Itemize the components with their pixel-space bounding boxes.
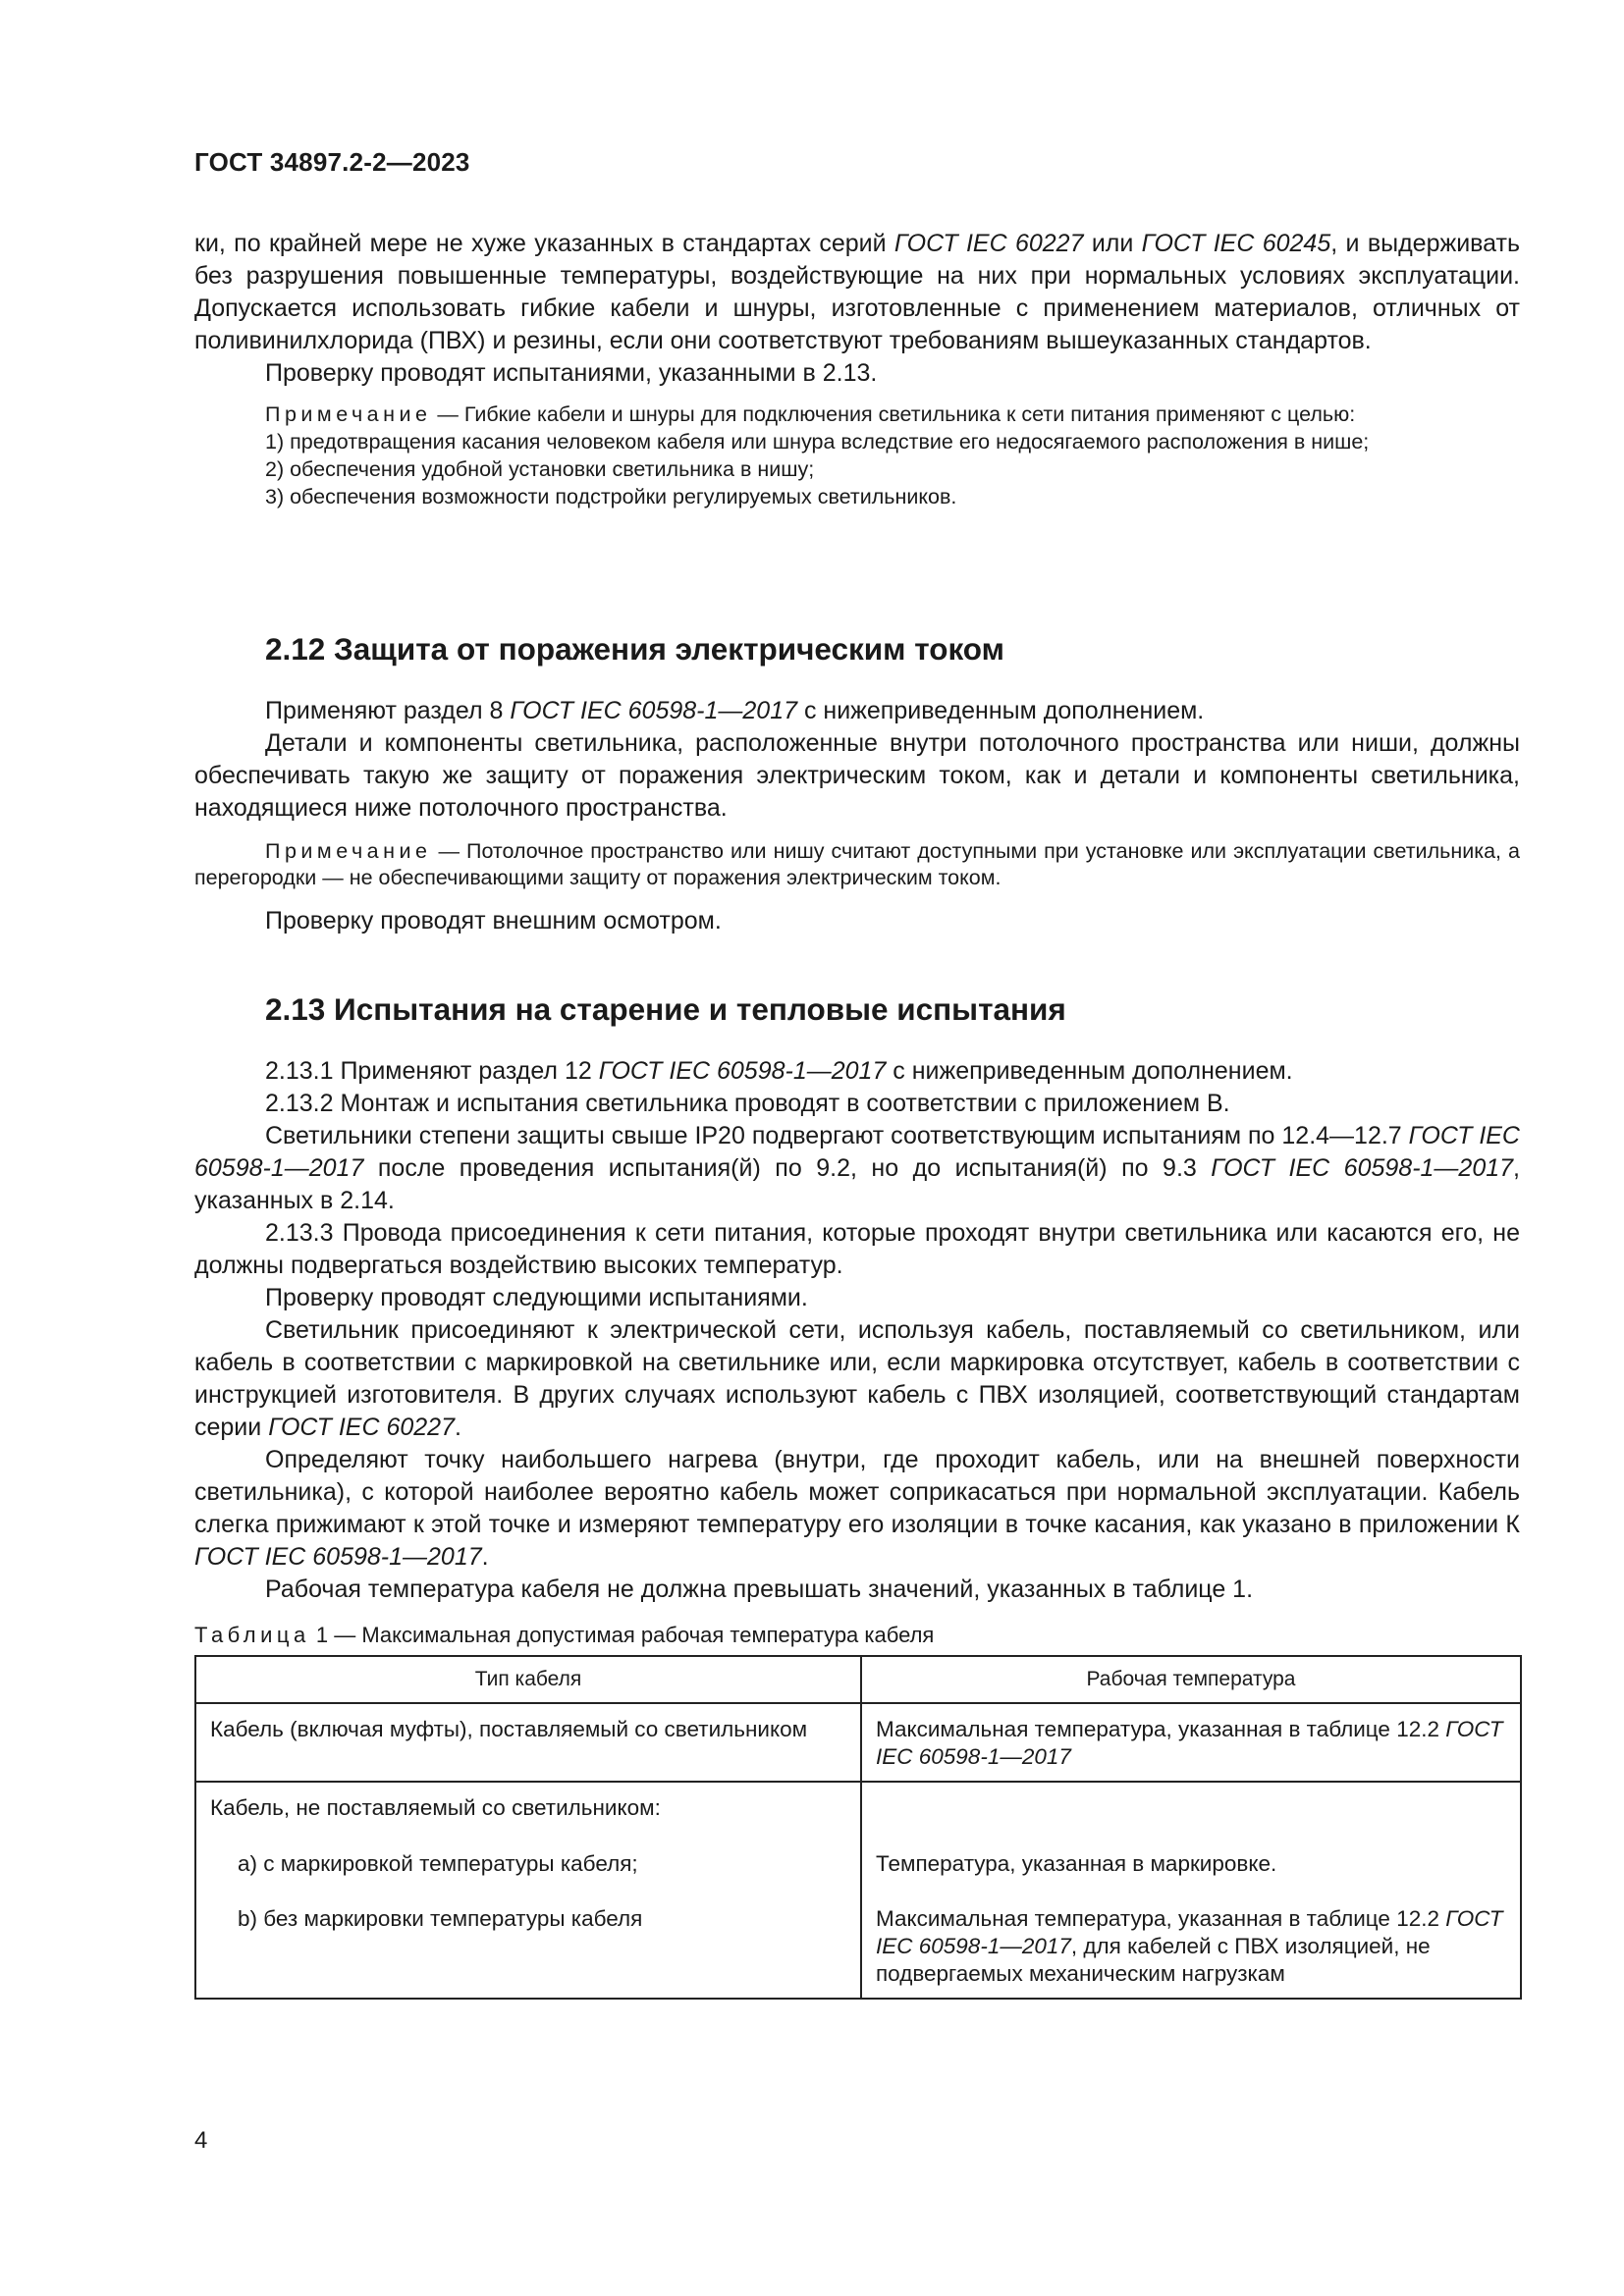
paragraph: Светильники степени защиты свыше IP20 подвергают соответствующим испытаниям по 12.4—12.7 ГОСТ IEC 60598-1—2017 после проведения испытания(й) по 9.2, но до испытания(й) по 9.3 ГОСТ IEC 60598-1—2017, указанных в 2.14. (194, 1122, 1520, 1214)
section-2-12 (194, 633, 1520, 937)
table-row (195, 1782, 1521, 1999)
cell-subitem: b) без маркировки температуры кабеля (238, 1906, 643, 1931)
table-header-row (195, 1656, 1521, 1703)
standard-ref: ГОСТ IEC 60598-1—2017 (194, 1122, 1520, 1182)
note-flexible-cables: Примечание — Гибкие кабели и шнуры для подключения светильника к сети питания применяют с целью: (265, 402, 1356, 426)
table-row (195, 1703, 1521, 1782)
standard-ref: ГОСТ IEC 60245 (1141, 230, 1331, 257)
standard-ref: ГОСТ IEC 60598-1—2017 (1211, 1154, 1514, 1182)
table-cell (861, 1782, 1521, 1999)
note-list-item: 2) обеспечения удобной установки светильника в нишу; (265, 457, 815, 481)
standard-ref: ГОСТ IEC 60598-1—2017 (510, 697, 797, 724)
note-label: Примечание (265, 839, 432, 863)
paragraph: 2.13.2 Монтаж и испытания светильника проводят в соответствии с приложением В. (265, 1090, 1230, 1117)
table-cell (195, 1782, 861, 1999)
paragraph: 2.13.1 Применяют раздел 12 ГОСТ IEC 60598-1—2017 с нижеприведенным дополнением. (265, 1057, 1293, 1085)
paragraph: Проверку проводят следующими испытаниями. (265, 1284, 808, 1311)
column-header: Тип кабеля (195, 1656, 861, 1703)
table-cell: Кабель (включая муфты), поставляемый со светильником (195, 1703, 861, 1782)
cell-subitem: a) с маркировкой температуры кабеля; (238, 1851, 638, 1876)
paragraph: Детали и компоненты светильника, расположенные внутри потолочного пространства или ниши, должны обеспечивать такую же защиту от поражения электрическим током, как и детали и компоненты светильника, находящиеся ниже потолочного пространства. (194, 729, 1520, 822)
section-heading: 2.13 Испытания на старение и тепловые испытания (265, 991, 1066, 1027)
paragraph-flexible-cables: ки, по крайней мере не хуже указанных в стандартах серий ГОСТ IEC 60227 или ГОСТ IEC 60245, и выдерживать без разрушения повышенные температуры, воздействующие на них при нормальных условиях эксплуатации. Допускается использовать гибкие кабели и шнуры, изготовленные с применением материалов, отличных от поливинилхлорида (ПВХ) и резины, если они соответствуют требованиям вышеуказанных стандартов. (194, 230, 1520, 354)
standard-ref: ГОСТ IEC 60598-1—2017 (876, 1717, 1503, 1769)
standard-ref: ГОСТ IEC 60598-1—2017 (194, 1543, 482, 1571)
standard-ref: ГОСТ IEC 60598-1—2017 (598, 1057, 887, 1085)
paragraph: 2.13.3 Провода присоединения к сети питания, которые проходят внутри светильника или касаются его, не должны подвергаться воздействию высоких температур. (194, 1219, 1520, 1279)
note: Примечание — Потолочное пространство или нишу считают доступными при установке или эксплуатации светильника, а перегородки — не обеспечивающими защиту от поражения электрическим током. (194, 839, 1520, 889)
note-list-item: 1) предотвращения касания человеком кабеля или шнура вследствие его недосягаемого расположения в нише; (265, 430, 1370, 454)
paragraph: Светильник присоединяют к электрической сети, используя кабель, поставляемый со светильником, или кабель в соответствии с маркировкой на светильнике или, если маркировка отсутствует, кабель в соответствии с инструкцией изготовителя. В других случаях используют кабель с ПВХ изоляцией, соответствующий стандартам серии ГОСТ IEC 60227. (194, 1316, 1520, 1441)
standard-ref: ГОСТ IEC 60227 (893, 230, 1084, 257)
note-label: Примечание (265, 402, 432, 426)
section-heading: 2.12 Защита от поражения электрическим током (265, 631, 1004, 667)
cable-temperature-table (194, 1655, 1522, 2000)
standard-ref: ГОСТ IEC 60598-1—2017 (876, 1906, 1503, 1958)
table-caption: Таблица 1 — Максимальная допустимая рабочая температура кабеля (194, 1623, 935, 1647)
section-2-13 (194, 993, 1520, 2000)
cell-text: Максимальная температура, указанная в таблице 12.2 ГОСТ IEC 60598-1—2017, для кабелей с ПВХ изоляцией, не подвергаемых механическим нагрузкам (876, 1906, 1503, 1986)
cell-text: Температура, указанная в маркировке. (876, 1851, 1277, 1876)
paragraph: Определяют точку наибольшего нагрева (внутри, где проходит кабель, или на внешней поверхности светильника), с которой наиболее вероятно кабель может соприкасаться при нормальной эксплуатации. Кабель слегка прижимают к этой точке и измеряют температуру его изоляции в точке касания, как указано в приложении К ГОСТ IEC 60598-1—2017. (194, 1446, 1520, 1571)
paragraph: Рабочая температура кабеля не должна превышать значений, указанных в таблице 1. (265, 1575, 1254, 1603)
paragraph-check: Проверку проводят испытаниями, указанными в 2.13. (265, 359, 878, 387)
table-cell: Максимальная температура, указанная в таблице 12.2 ГОСТ IEC 60598-1—2017 (861, 1703, 1521, 1782)
standard-ref: ГОСТ IEC 60227 (268, 1414, 455, 1441)
note-list-item: 3) обеспечения возможности подстройки регулируемых светильников. (265, 485, 957, 508)
page-number: 4 (194, 2127, 208, 2154)
flexible-cables-section (194, 228, 1520, 510)
table-caption-label: Таблица (194, 1623, 310, 1647)
column-header: Рабочая температура (861, 1656, 1521, 1703)
page-header: ГОСТ 34897.2-2—2023 (194, 147, 470, 177)
cell-text: Кабель, не поставляемый со светильником: (210, 1795, 661, 1820)
paragraph: Применяют раздел 8 ГОСТ IEC 60598-1—2017 с нижеприведенным дополнением. (265, 697, 1205, 724)
paragraph-check: Проверку проводят внешним осмотром. (265, 907, 722, 934)
